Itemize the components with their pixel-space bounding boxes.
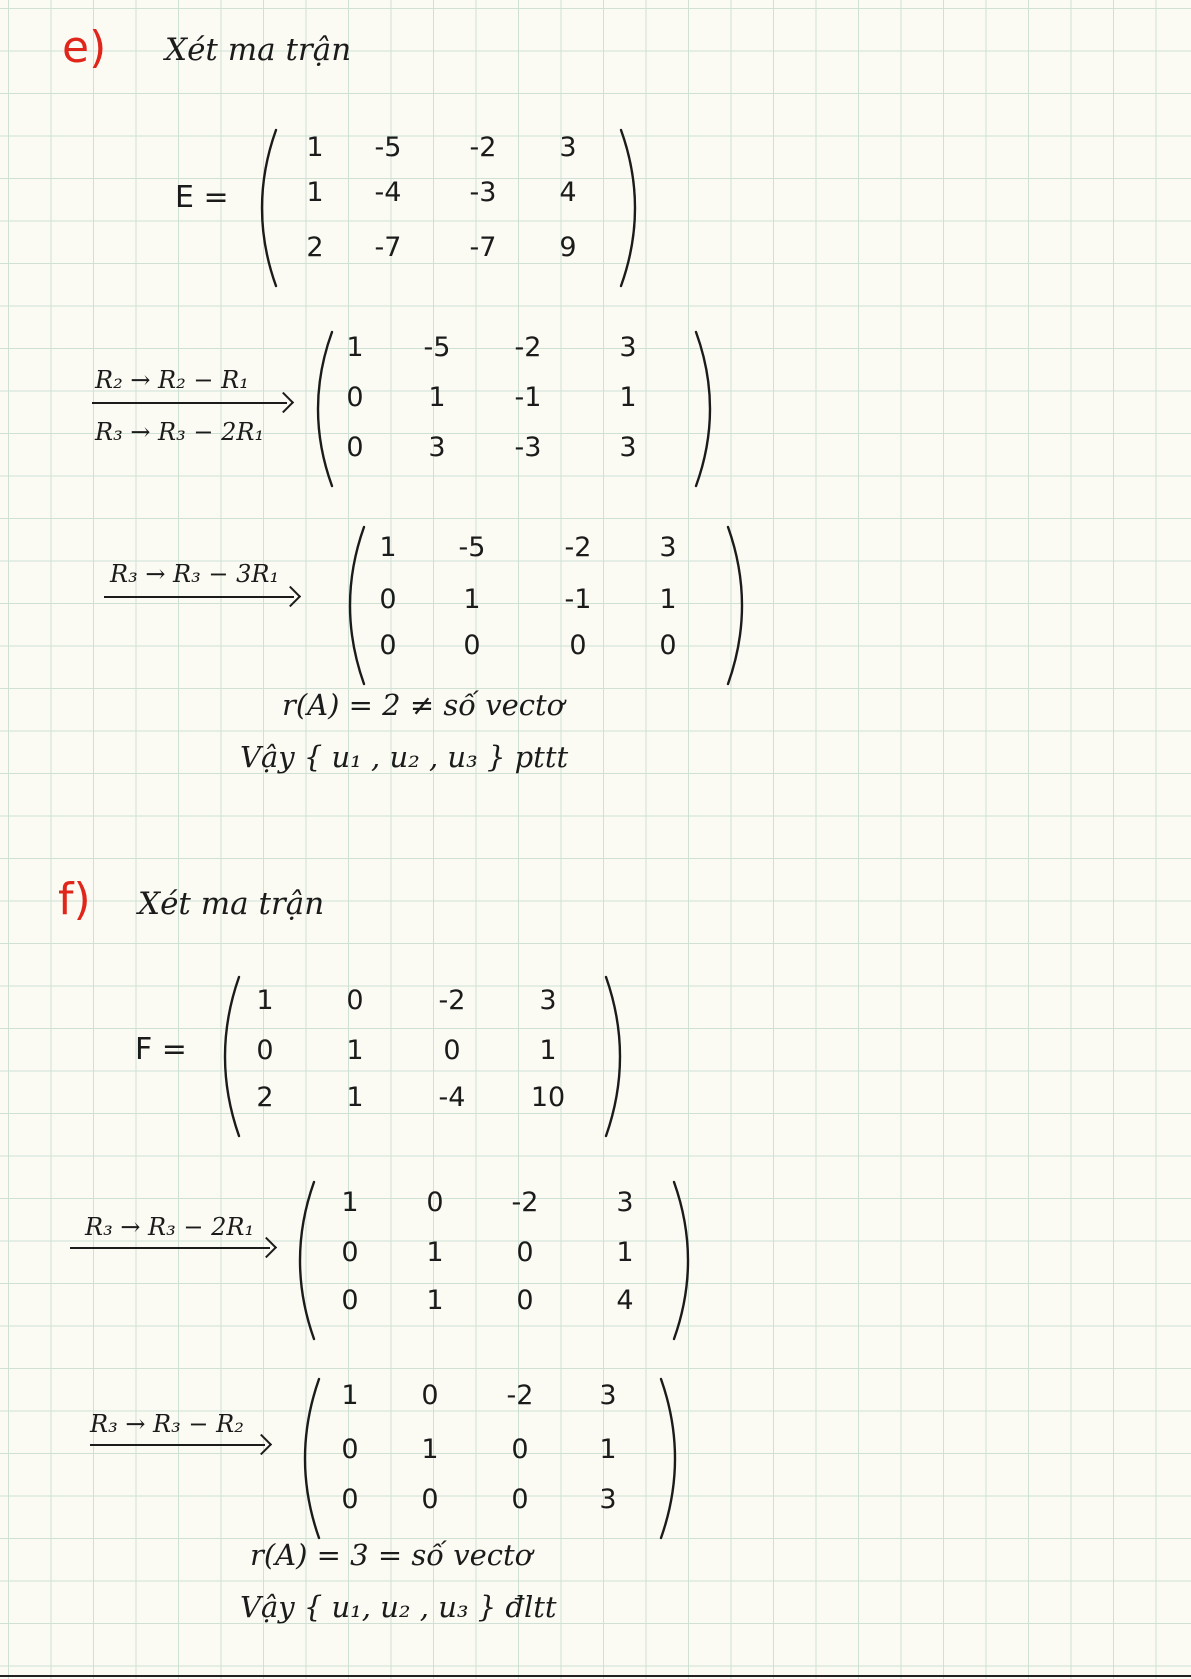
part-f-label: f) (58, 874, 91, 925)
matrix-cell: 0 (463, 630, 481, 661)
matrix-cell: 1 (306, 132, 324, 163)
matrix-cell: 0 (341, 1484, 359, 1515)
matrix-cell: 10 (530, 1082, 566, 1113)
matrix-cell: -4 (438, 1082, 466, 1113)
matrix-cell: 0 (256, 1035, 274, 1066)
matrix-cell: 1 (421, 1434, 439, 1465)
matrix-cell: -7 (374, 232, 402, 263)
matrix-cell: 0 (569, 630, 587, 661)
matrix-cell: 1 (306, 177, 324, 208)
matrix-cell: 3 (559, 132, 577, 163)
matrix-cell: 3 (619, 332, 637, 363)
matrix-cell: 0 (421, 1380, 439, 1411)
matrix-cell: -2 (438, 985, 466, 1016)
arrow-head-icon (273, 392, 294, 413)
matrix-cell: 3 (616, 1187, 634, 1218)
matrix-cell: 1 (463, 584, 481, 615)
matrix-cell: -2 (514, 332, 542, 363)
part-f-heading: Xét ma trận (138, 886, 325, 922)
row-op: R₃ → R₃ − 2R₁ (95, 418, 265, 446)
conclusion-e: Vậy { u₁ , u₂ , u₃ } pttt (240, 740, 569, 774)
matrix-cell: 1 (341, 1187, 359, 1218)
arrow (90, 1444, 265, 1446)
matrix-cell: 1 (379, 532, 397, 563)
matrix-cell: 1 (426, 1237, 444, 1268)
matrix-f-name: F = (135, 1032, 187, 1067)
matrix-cell: -3 (514, 432, 542, 463)
matrix-cell: 1 (659, 584, 677, 615)
matrix-cell: 0 (341, 1237, 359, 1268)
matrix-cell: 1 (346, 1082, 364, 1113)
row-op: R₃ → R₃ − 3R₁ (110, 560, 280, 588)
matrix-cell: 0 (379, 630, 397, 661)
matrix-cell: 0 (341, 1285, 359, 1316)
matrix-cell: 0 (346, 382, 364, 413)
matrix-cell: 9 (559, 232, 577, 263)
matrix-cell: 0 (443, 1035, 461, 1066)
matrix-cell: 1 (539, 1035, 557, 1066)
right-parenthesis (690, 330, 720, 488)
arrow-head-icon (251, 1434, 272, 1455)
arrow-head-icon (256, 1237, 277, 1258)
matrix-cell: -2 (511, 1187, 539, 1218)
right-parenthesis (615, 128, 645, 288)
matrix-cell: 1 (346, 332, 364, 363)
matrix-cell: -3 (469, 177, 497, 208)
right-parenthesis (600, 975, 630, 1138)
part-e-heading: Xét ma trận (165, 32, 352, 68)
matrix-cell: 1 (256, 985, 274, 1016)
row-op: R₂ → R₂ − R₁ (95, 366, 249, 394)
matrix-cell: 0 (659, 630, 677, 661)
matrix-cell: -5 (374, 132, 402, 163)
matrix-cell: 2 (306, 232, 324, 263)
matrix-cell: 1 (346, 1035, 364, 1066)
matrix-cell: 3 (428, 432, 446, 463)
right-parenthesis (655, 1377, 685, 1540)
row-op: R₃ → R₃ − 2R₁ (85, 1213, 255, 1241)
matrix-cell: 3 (539, 985, 557, 1016)
matrix-cell: -4 (374, 177, 402, 208)
matrix-cell: -5 (423, 332, 451, 363)
matrix-cell: 2 (256, 1082, 274, 1113)
arrow-head-icon (280, 586, 301, 607)
matrix-cell: 0 (379, 584, 397, 615)
conclusion-f: Vậy { u₁, u₂ , u₃ } đltt (240, 1590, 557, 1624)
matrix-cell: 0 (341, 1434, 359, 1465)
matrix-cell: -2 (506, 1380, 534, 1411)
part-e-label: e) (62, 22, 107, 73)
arrow (104, 596, 294, 598)
page-bottom-rule (0, 1675, 1191, 1677)
matrix-cell: 1 (619, 382, 637, 413)
matrix-cell: -5 (458, 532, 486, 563)
matrix-cell: 0 (426, 1187, 444, 1218)
matrix-cell: 0 (346, 432, 364, 463)
matrix-cell: 4 (616, 1285, 634, 1316)
arrow (70, 1247, 270, 1249)
right-parenthesis (668, 1180, 698, 1341)
arrow (92, 402, 287, 404)
right-parenthesis (722, 525, 752, 686)
matrix-cell: 0 (511, 1434, 529, 1465)
matrix-cell: 1 (428, 382, 446, 413)
matrix-cell: 1 (341, 1380, 359, 1411)
rank-line-e: r(A) = 2 ≠ số vectơ (282, 688, 565, 722)
row-op: R₃ → R₃ − R₂ (90, 1410, 244, 1438)
matrix-cell: 0 (516, 1237, 534, 1268)
matrix-cell: -7 (469, 232, 497, 263)
matrix-cell: 3 (599, 1484, 617, 1515)
matrix-cell: 3 (619, 432, 637, 463)
matrix-cell: 0 (421, 1484, 439, 1515)
matrix-cell: -1 (564, 584, 592, 615)
matrix-cell: 3 (659, 532, 677, 563)
matrix-cell: 1 (599, 1434, 617, 1465)
matrix-cell: 1 (616, 1237, 634, 1268)
matrix-cell: 4 (559, 177, 577, 208)
matrix-cell: 0 (511, 1484, 529, 1515)
left-parenthesis (252, 128, 282, 288)
matrix-cell: -2 (564, 532, 592, 563)
matrix-cell: 0 (516, 1285, 534, 1316)
matrix-cell: -2 (469, 132, 497, 163)
matrix-cell: -1 (514, 382, 542, 413)
matrix-cell: 0 (346, 985, 364, 1016)
rank-line-f: r(A) = 3 = số vectơ (250, 1538, 533, 1572)
matrix-cell: 3 (599, 1380, 617, 1411)
matrix-cell: 1 (426, 1285, 444, 1316)
matrix-e-name: E = (175, 180, 229, 215)
